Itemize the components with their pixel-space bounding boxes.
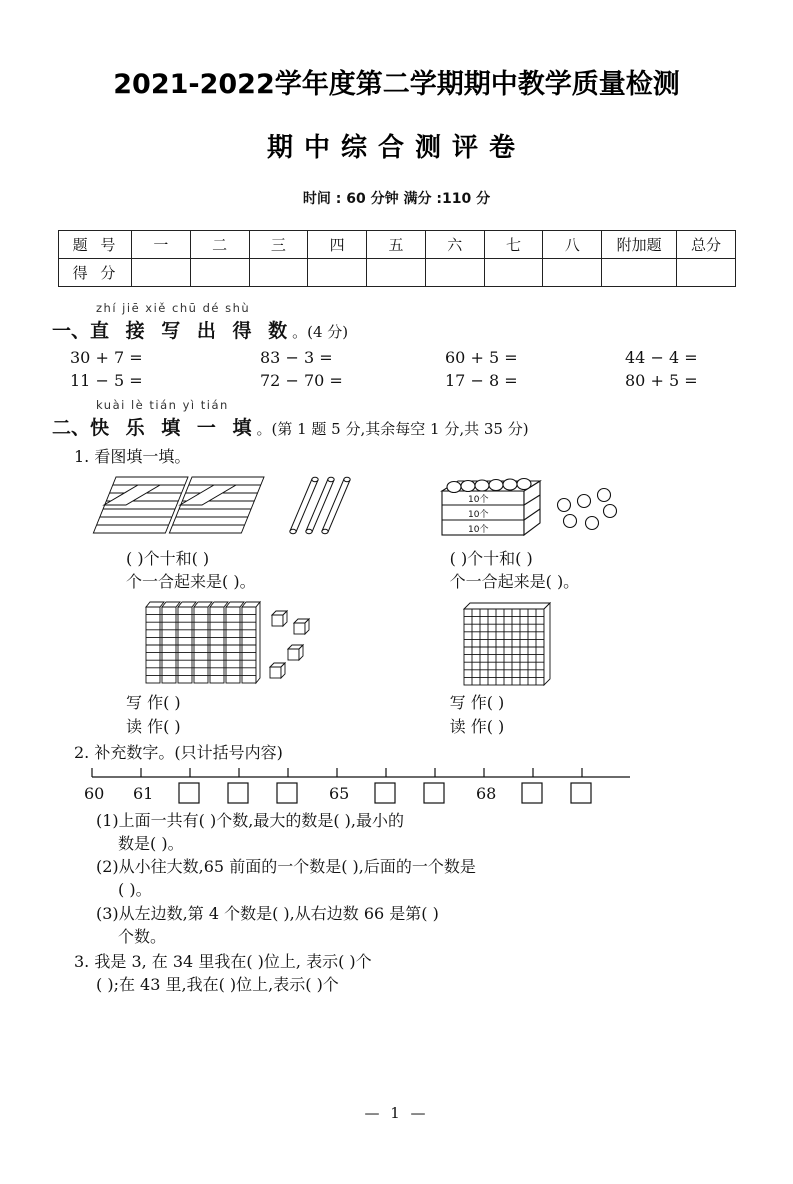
arith-problem-5[interactable]: 11 − 5 = — [70, 371, 143, 390]
section-1-pinyin: zhí jiē xiě chū dé shù — [96, 301, 251, 315]
score-cell-1[interactable] — [132, 259, 191, 287]
section-1-heading — [52, 316, 753, 343]
section-2-pinyin: kuài lè tián yì tián — [96, 398, 229, 412]
score-cell-7[interactable] — [484, 259, 543, 287]
q1-right-read[interactable]: 读 作( ) — [449, 716, 505, 736]
eggs-figure — [424, 473, 753, 545]
arith-problem-7[interactable]: 17 − 8 = — [445, 371, 518, 390]
section-2-number: 二、 — [52, 417, 91, 439]
score-cell-total[interactable] — [677, 259, 736, 287]
numline-blank-box-5[interactable] — [424, 783, 444, 803]
section-1-title: 直 接 写 出 得 数 — [90, 320, 293, 342]
section-2-title: 快 乐 填 一 填 — [90, 417, 257, 439]
box-label-3: 10个 — [468, 525, 489, 535]
q1-blank-lines-row1 — [126, 547, 753, 593]
score-cell-4[interactable] — [308, 259, 367, 287]
q1-left-write-read — [126, 691, 450, 737]
numline-blank-box-6[interactable] — [522, 783, 542, 803]
table-row-scores — [59, 259, 736, 287]
q2-sub2-line1[interactable]: (2)从小往大数,65 前面的一个数是( ),后面的一个数是 — [96, 857, 476, 877]
question-2-2 — [74, 740, 753, 948]
table-row-header — [59, 231, 736, 259]
arith-problem-3[interactable]: 60 + 5 = — [445, 348, 518, 367]
number-line-figure — [82, 765, 753, 809]
q1-right-line2[interactable]: 个一合起来是( )。 — [449, 572, 580, 592]
q1-left-line1[interactable]: ( )个十和( ) — [126, 549, 210, 568]
q1-left-read[interactable]: 读 作( ) — [126, 716, 181, 736]
pencil-bundles-icon — [74, 473, 364, 545]
score-cell-2[interactable] — [190, 259, 249, 287]
question-2-2-subs — [96, 809, 753, 948]
numline-blank-box-7[interactable] — [571, 783, 591, 803]
question-2-3 — [74, 950, 753, 996]
row-label-question-number: 题 号 — [59, 231, 132, 259]
q1-write-read-row — [126, 691, 753, 737]
page-footer: — 1 — — [364, 1104, 429, 1122]
section-2-heading — [52, 413, 753, 440]
numline-blank-box-1[interactable] — [179, 783, 199, 803]
q2-sub3-line2[interactable]: 个数。 — [118, 926, 167, 946]
score-cell-6[interactable] — [425, 259, 484, 287]
numline-value-68: 68 — [476, 783, 497, 803]
q1-left-line2[interactable]: 个一合起来是( )。 — [126, 572, 256, 592]
q2-sub3-line1[interactable]: (3)从左边数,第 4 个数是( ),从右边数 66 是第( ) — [96, 903, 439, 923]
base-ten-rods-icon — [126, 597, 356, 689]
section-1-number: 一、 — [52, 320, 91, 342]
page-subtitle: 期中综合测评卷 — [266, 133, 526, 163]
arith-problem-8[interactable]: 80 + 5 = — [625, 371, 698, 390]
number-line-icon — [82, 765, 642, 809]
col-header-6: 六 — [425, 231, 484, 259]
q3-line1[interactable]: 3. 我是 3, 在 34 里我在( )位上, 表示( )个 — [74, 951, 372, 971]
pencils-figure — [74, 473, 424, 545]
score-table-wrapper — [58, 230, 735, 287]
numline-blank-box-2[interactable] — [228, 783, 248, 803]
q2-sub1-line1[interactable]: (1)上面一共有( )个数,最大的数是( ),最小的 — [96, 810, 404, 830]
q1-right-write-read — [450, 691, 753, 737]
section-1-points: 。(4 分) — [292, 323, 349, 341]
figure-row-1 — [74, 473, 753, 545]
question-2-1 — [74, 444, 753, 738]
question-2-2-title: 2. 补充数字。(只计括号内容) — [74, 742, 283, 762]
col-header-1: 一 — [132, 231, 191, 259]
q2-sub1-line2[interactable]: 数是( )。 — [118, 833, 184, 853]
col-header-5: 五 — [367, 231, 426, 259]
box-label-1: 10个 — [468, 495, 489, 505]
score-cell-bonus[interactable] — [602, 259, 677, 287]
egg-boxes-icon — [424, 473, 674, 545]
q2-sub2-line2[interactable]: ( )。 — [118, 880, 152, 900]
section-2 — [52, 398, 753, 996]
col-header-total: 总分 — [677, 231, 736, 259]
q1-right-write[interactable]: 写 作( ) — [449, 693, 505, 713]
numline-blank-box-4[interactable] — [375, 783, 395, 803]
q1-left-write[interactable]: 写 作( ) — [126, 693, 181, 713]
col-header-3: 三 — [249, 231, 308, 259]
question-2-1-title: 1. 看图填一填。 — [74, 447, 191, 466]
page-title: 2021-2022学年度第二学期期中教学质量检测 — [113, 69, 680, 100]
col-header-bonus: 附加题 — [602, 231, 677, 259]
base-ten-flat-icon — [450, 597, 680, 689]
arithmetic-grid — [70, 348, 753, 390]
arith-problem-4[interactable]: 44 − 4 = — [625, 348, 698, 367]
row-label-score: 得 分 — [59, 259, 132, 287]
col-header-2: 二 — [190, 231, 249, 259]
exam-page — [0, 62, 793, 1184]
numline-value-61: 61 — [133, 783, 154, 803]
q1-right-line1[interactable]: ( )个十和( ) — [449, 549, 533, 568]
numline-value-60: 60 — [84, 783, 105, 803]
q1-left-blanks — [126, 547, 450, 593]
score-cell-8[interactable] — [543, 259, 602, 287]
q3-line2[interactable]: ( );在 43 里,我在( )位上,表示( )个 — [96, 975, 339, 995]
section-2-points: 。(第 1 题 5 分,其余每空 1 分,共 35 分) — [256, 420, 529, 438]
score-cell-5[interactable] — [367, 259, 426, 287]
section-1 — [52, 301, 753, 390]
box-label-2: 10个 — [468, 510, 489, 520]
exam-meta: 时间 : 60 分钟 满分 :110 分 — [302, 191, 491, 207]
col-header-7: 七 — [484, 231, 543, 259]
base-ten-right-figure — [450, 597, 753, 689]
numline-value-65: 65 — [329, 783, 350, 803]
q1-right-blanks — [450, 547, 753, 593]
arith-problem-1[interactable]: 30 + 7 = — [70, 348, 143, 367]
col-header-8: 八 — [543, 231, 602, 259]
score-table — [58, 230, 736, 287]
score-cell-3[interactable] — [249, 259, 308, 287]
col-header-4: 四 — [308, 231, 367, 259]
figure-row-2 — [126, 597, 753, 689]
numline-blank-box-3[interactable] — [277, 783, 297, 803]
arith-problem-6[interactable]: 72 − 70 = — [260, 371, 343, 390]
arith-problem-2[interactable]: 83 − 3 = — [260, 348, 333, 367]
base-ten-left-figure — [126, 597, 450, 689]
